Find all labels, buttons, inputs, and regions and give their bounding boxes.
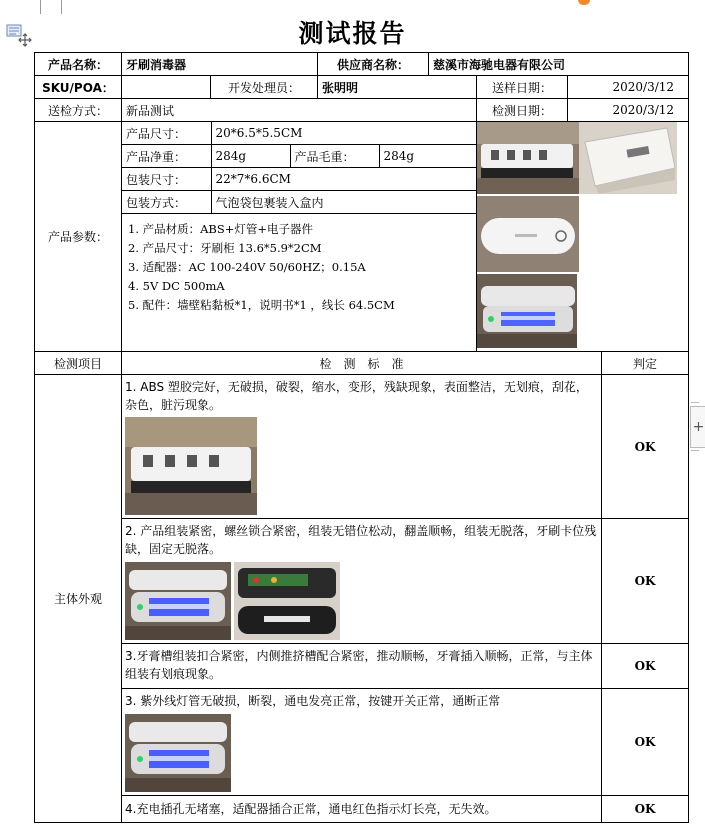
label-pack-size: 包装尺寸： <box>122 168 211 191</box>
value-developer[interactable]: 张明明 <box>318 76 477 99</box>
page-title: 测试报告 <box>298 19 407 48</box>
header-standard: 检 测 标 准 <box>122 352 602 375</box>
notification-dot <box>578 0 590 5</box>
value-sku[interactable] <box>122 76 211 99</box>
label-sku: SKU/POA： <box>35 76 122 99</box>
label-product-params: 产品参数： <box>35 122 122 352</box>
value-supplier-name[interactable]: 慈溪市海驰电器有限公司 <box>429 53 689 76</box>
add-column-button[interactable]: + <box>690 406 705 448</box>
product-photos <box>477 122 677 348</box>
criterion-text: 1. ABS 塑胶完好，无破损，破裂，缩水，变形，残缺现象，表面整洁，无划痕，刮花，杂色，脏污现象。 <box>125 380 588 412</box>
packaging-box-image <box>579 122 677 194</box>
criterion-1 <box>122 375 602 519</box>
label-gross-weight: 产品毛重： <box>290 145 379 168</box>
label-test-date: 检测日期： <box>477 99 568 122</box>
product-photos-cell <box>477 122 689 352</box>
header-judgement: 判定 <box>602 352 689 375</box>
label-size: 产品尺寸： <box>122 122 211 145</box>
criterion-text: 2. 产品组装紧密，螺丝锁合紧密，组装无错位松动，翻盖顺畅，组装无脱落，牙刷卡位残缺，固定无脱落。 <box>125 524 597 556</box>
criterion-1-photo-image <box>125 417 257 515</box>
label-pack-method: 包装方式： <box>122 191 211 214</box>
value-product-name[interactable]: 牙刷消毒器 <box>122 53 318 76</box>
report-table <box>34 52 689 823</box>
ruler-tick <box>691 402 699 403</box>
material-item: 2. 产品尺寸：牙刷柜 13.6*5.9*2CM <box>128 241 322 255</box>
criterion-text: 3.牙膏槽组装扣合紧密，内侧推挤槽配合紧密，推动顺畅，牙膏插入顺畅，正常，与主体组装有划痕现象。 <box>125 649 593 681</box>
result-3: OK <box>602 644 689 689</box>
criterion-2-photo-uv-image <box>125 562 231 640</box>
product-photo-front-image <box>477 122 579 194</box>
label-net-weight: 产品净重： <box>122 145 211 168</box>
value-test-date[interactable]: 2020/3/12 <box>568 99 689 122</box>
uv-lamp-photo-image <box>477 274 577 348</box>
result-1: OK <box>602 375 689 519</box>
label-supplier-name: 供应商名称： <box>318 53 429 76</box>
value-net-weight[interactable]: 284g <box>211 145 290 168</box>
value-size[interactable]: 20*6.5*5.5CM <box>211 122 476 145</box>
materials-list <box>122 214 476 322</box>
label-product-name: 产品名称： <box>35 53 122 76</box>
criterion-2-photo-pcb-image <box>234 562 340 640</box>
ruler-tick <box>691 450 699 451</box>
material-item: 5. 配件：墙壁粘黏板*1，说明书*1 ，线长 64.5CM <box>128 298 395 312</box>
params-table <box>122 122 476 321</box>
value-sample-date[interactable]: 2020/3/12 <box>568 76 689 99</box>
label-sample-date: 送样日期： <box>477 76 568 99</box>
label-inspect-method: 送检方式： <box>35 99 122 122</box>
params-cell <box>122 122 477 352</box>
criterion-4-photo-uv-image <box>125 714 231 792</box>
label-main-appearance: 主体外观 <box>35 375 122 823</box>
page-corner-mark <box>40 0 62 14</box>
material-item: 1. 产品材质：ABS+灯管+电子器件 <box>128 222 314 236</box>
criterion-3 <box>122 644 602 689</box>
material-item: 3. 适配器：AC 100-240V 50/60HZ；0.15A <box>128 260 366 274</box>
header-test-item: 检测项目 <box>35 352 122 375</box>
criterion-2 <box>122 519 602 644</box>
product-photo-top-image <box>477 196 579 272</box>
criterion-text: 3. 紫外线灯管无破损，断裂，通电发亮正常，按键开关正常，通断正常 <box>125 694 501 708</box>
value-pack-method[interactable]: 气泡袋包裹装入盒内 <box>211 191 476 214</box>
material-item: 4. 5V DC 500mA <box>128 279 225 293</box>
value-pack-size[interactable]: 22*7*6.6CM <box>211 168 476 191</box>
result-4: OK <box>602 689 689 796</box>
result-5: OK <box>602 796 689 823</box>
label-developer: 开发处理员： <box>211 76 318 99</box>
result-2: OK <box>602 519 689 644</box>
criterion-4 <box>122 689 602 796</box>
value-inspect-method[interactable]: 新品测试 <box>122 99 477 122</box>
criterion-text: 4.充电插孔无堵塞，适配器插合正常，通电红色指示灯长亮，无失效。 <box>125 802 497 816</box>
criterion-5 <box>122 796 602 823</box>
value-gross-weight[interactable]: 284g <box>379 145 476 168</box>
